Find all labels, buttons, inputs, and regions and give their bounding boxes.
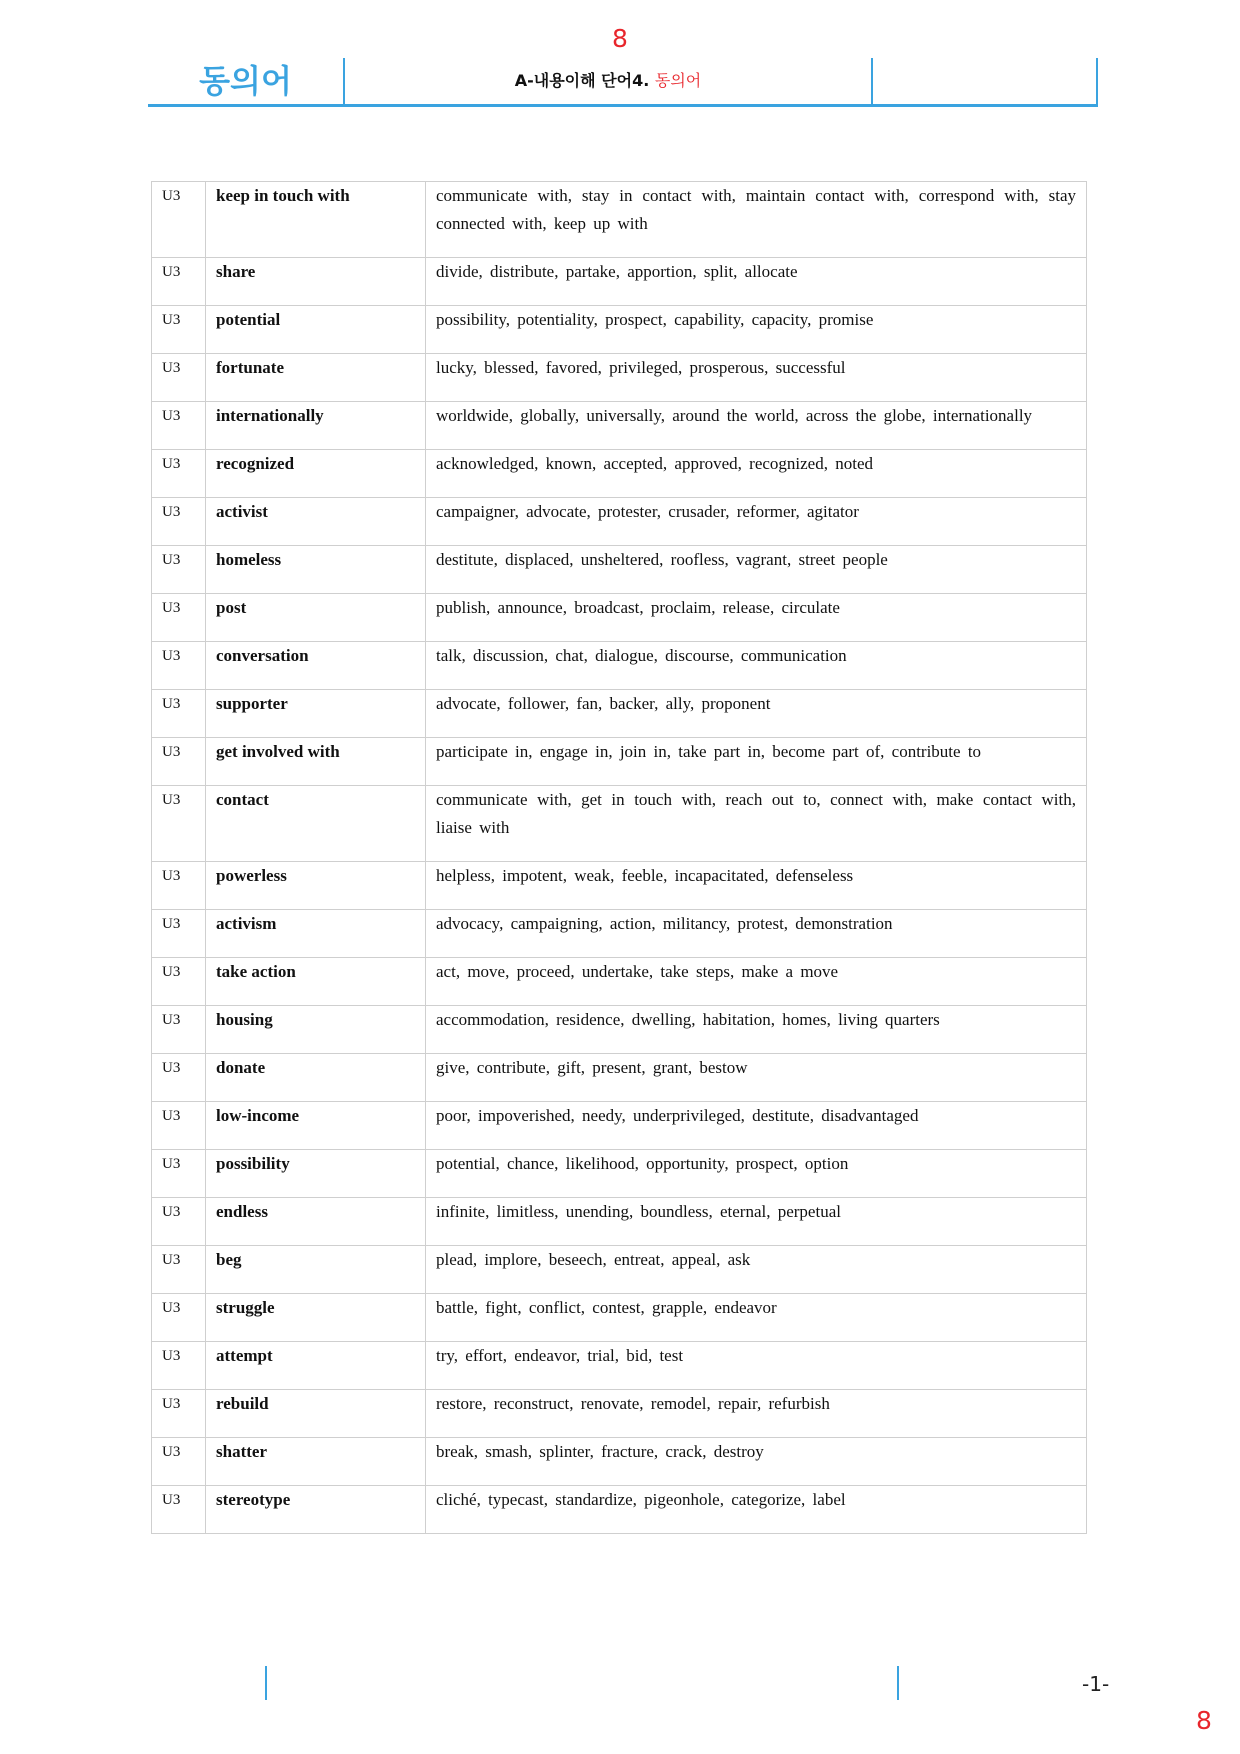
word-cell: rebuild (206, 1390, 426, 1438)
synonyms-cell: helpless, impotent, weak, feeble, incapacitated, defenseless (426, 862, 1087, 910)
corner-page-number: 8 (1196, 1706, 1212, 1735)
word-cell: shatter (206, 1438, 426, 1486)
unit-cell: U3 (152, 1486, 206, 1534)
table-row (152, 594, 1087, 642)
header-subtitle (345, 58, 871, 104)
vocabulary-table-body (152, 182, 1087, 1534)
unit-cell: U3 (152, 910, 206, 958)
unit-cell: U3 (152, 1342, 206, 1390)
footer-divider (897, 1666, 899, 1700)
word-cell: recognized (206, 450, 426, 498)
synonyms-cell: infinite, limitless, unending, boundless, eternal, perpetual (426, 1198, 1087, 1246)
unit-cell: U3 (152, 1438, 206, 1486)
word-cell: housing (206, 1006, 426, 1054)
table-row (152, 1390, 1087, 1438)
word-cell: keep in touch with (206, 182, 426, 258)
table-row (152, 1006, 1087, 1054)
word-cell: post (206, 594, 426, 642)
unit-cell: U3 (152, 354, 206, 402)
table-row (152, 450, 1087, 498)
table-row (152, 862, 1087, 910)
table-row (152, 1102, 1087, 1150)
synonyms-cell: advocacy, campaigning, action, militancy, protest, demonstration (426, 910, 1087, 958)
table-row (152, 690, 1087, 738)
word-cell: homeless (206, 546, 426, 594)
unit-cell: U3 (152, 958, 206, 1006)
synonyms-cell: advocate, follower, fan, backer, ally, proponent (426, 690, 1087, 738)
word-cell: possibility (206, 1150, 426, 1198)
table-row (152, 354, 1087, 402)
unit-cell: U3 (152, 1102, 206, 1150)
table-row (152, 1198, 1087, 1246)
unit-cell: U3 (152, 1054, 206, 1102)
word-cell: attempt (206, 1342, 426, 1390)
unit-cell: U3 (152, 1294, 206, 1342)
unit-cell: U3 (152, 182, 206, 258)
word-cell: take action (206, 958, 426, 1006)
table-row (152, 738, 1087, 786)
word-cell: internationally (206, 402, 426, 450)
word-cell: contact (206, 786, 426, 862)
unit-cell: U3 (152, 546, 206, 594)
synonyms-cell: communicate with, get in touch with, reach out to, connect with, make contact with, liaise with (426, 786, 1087, 862)
table-row (152, 546, 1087, 594)
page-title: 동의어 (199, 62, 292, 100)
unit-cell: U3 (152, 450, 206, 498)
unit-cell: U3 (152, 306, 206, 354)
word-cell: donate (206, 1054, 426, 1102)
table-row (152, 1486, 1087, 1534)
unit-cell: U3 (152, 862, 206, 910)
unit-cell: U3 (152, 1246, 206, 1294)
word-cell: struggle (206, 1294, 426, 1342)
footer-divider (265, 1666, 267, 1700)
page-header (148, 58, 1098, 107)
table-row (152, 1246, 1087, 1294)
word-cell: activist (206, 498, 426, 546)
word-cell: conversation (206, 642, 426, 690)
word-cell: share (206, 258, 426, 306)
table-row (152, 1294, 1087, 1342)
synonyms-cell: poor, impoverished, needy, underprivileged, destitute, disadvantaged (426, 1102, 1087, 1150)
synonyms-cell: potential, chance, likelihood, opportunity, prospect, option (426, 1150, 1087, 1198)
unit-cell: U3 (152, 738, 206, 786)
subtitle-topic: 동의어 (654, 71, 702, 90)
synonyms-cell: restore, reconstruct, renovate, remodel, repair, refurbish (426, 1390, 1087, 1438)
synonyms-cell: lucky, blessed, favored, privileged, prosperous, successful (426, 354, 1087, 402)
synonyms-cell: acknowledged, known, accepted, approved, recognized, noted (426, 450, 1087, 498)
synonyms-cell: act, move, proceed, undertake, take steps, make a move (426, 958, 1087, 1006)
synonyms-cell: campaigner, advocate, protester, crusader, reformer, agitator (426, 498, 1087, 546)
synonyms-cell: divide, distribute, partake, apportion, split, allocate (426, 258, 1087, 306)
vocabulary-table (151, 181, 1087, 1534)
table-row (152, 786, 1087, 862)
synonyms-cell: accommodation, residence, dwelling, habitation, homes, living quarters (426, 1006, 1087, 1054)
synonyms-cell: cliché, typecast, standardize, pigeonhole, categorize, label (426, 1486, 1087, 1534)
header-divider (871, 58, 873, 104)
synonyms-cell: possibility, potentiality, prospect, capability, capacity, promise (426, 306, 1087, 354)
word-cell: potential (206, 306, 426, 354)
synonyms-cell: talk, discussion, chat, dialogue, discourse, communication (426, 642, 1087, 690)
unit-cell: U3 (152, 642, 206, 690)
table-row (152, 306, 1087, 354)
unit-cell: U3 (152, 1198, 206, 1246)
synonyms-cell: plead, implore, beseech, entreat, appeal, ask (426, 1246, 1087, 1294)
word-cell: supporter (206, 690, 426, 738)
synonyms-cell: worldwide, globally, universally, around the world, across the globe, internationally (426, 402, 1087, 450)
word-cell: beg (206, 1246, 426, 1294)
table-row (152, 1150, 1087, 1198)
unit-cell: U3 (152, 786, 206, 862)
table-row (152, 910, 1087, 958)
word-cell: fortunate (206, 354, 426, 402)
unit-cell: U3 (152, 1006, 206, 1054)
synonyms-cell: destitute, displaced, unsheltered, roofless, vagrant, street people (426, 546, 1087, 594)
table-row (152, 958, 1087, 1006)
word-cell: endless (206, 1198, 426, 1246)
unit-cell: U3 (152, 1150, 206, 1198)
word-cell: powerless (206, 862, 426, 910)
synonyms-cell: communicate with, stay in contact with, maintain contact with, correspond with, stay connected with, keep up with (426, 182, 1087, 258)
unit-cell: U3 (152, 258, 206, 306)
table-row (152, 498, 1087, 546)
synonyms-cell: publish, announce, broadcast, proclaim, release, circulate (426, 594, 1087, 642)
table-row (152, 182, 1087, 258)
synonyms-cell: try, effort, endeavor, trial, bid, test (426, 1342, 1087, 1390)
table-row (152, 1054, 1087, 1102)
word-cell: low-income (206, 1102, 426, 1150)
unit-cell: U3 (152, 498, 206, 546)
word-cell: activism (206, 910, 426, 958)
top-page-number: 8 (612, 24, 628, 53)
unit-cell: U3 (152, 402, 206, 450)
subtitle-prefix: A-내용이해 단어4. (514, 71, 650, 90)
synonyms-cell: give, contribute, gift, present, grant, bestow (426, 1054, 1087, 1102)
table-row (152, 1342, 1087, 1390)
unit-cell: U3 (152, 1390, 206, 1438)
unit-cell: U3 (152, 690, 206, 738)
table-row (152, 642, 1087, 690)
table-row (152, 1438, 1087, 1486)
unit-cell: U3 (152, 594, 206, 642)
synonyms-cell: break, smash, splinter, fracture, crack, destroy (426, 1438, 1087, 1486)
synonyms-cell: battle, fight, conflict, contest, grapple, endeavor (426, 1294, 1087, 1342)
word-cell: stereotype (206, 1486, 426, 1534)
header-divider (1096, 58, 1098, 104)
table-row (152, 402, 1087, 450)
word-cell: get involved with (206, 738, 426, 786)
synonyms-cell: participate in, engage in, join in, take part in, become part of, contribute to (426, 738, 1087, 786)
table-row (152, 258, 1087, 306)
footer-page-label: -1- (1082, 1672, 1110, 1696)
